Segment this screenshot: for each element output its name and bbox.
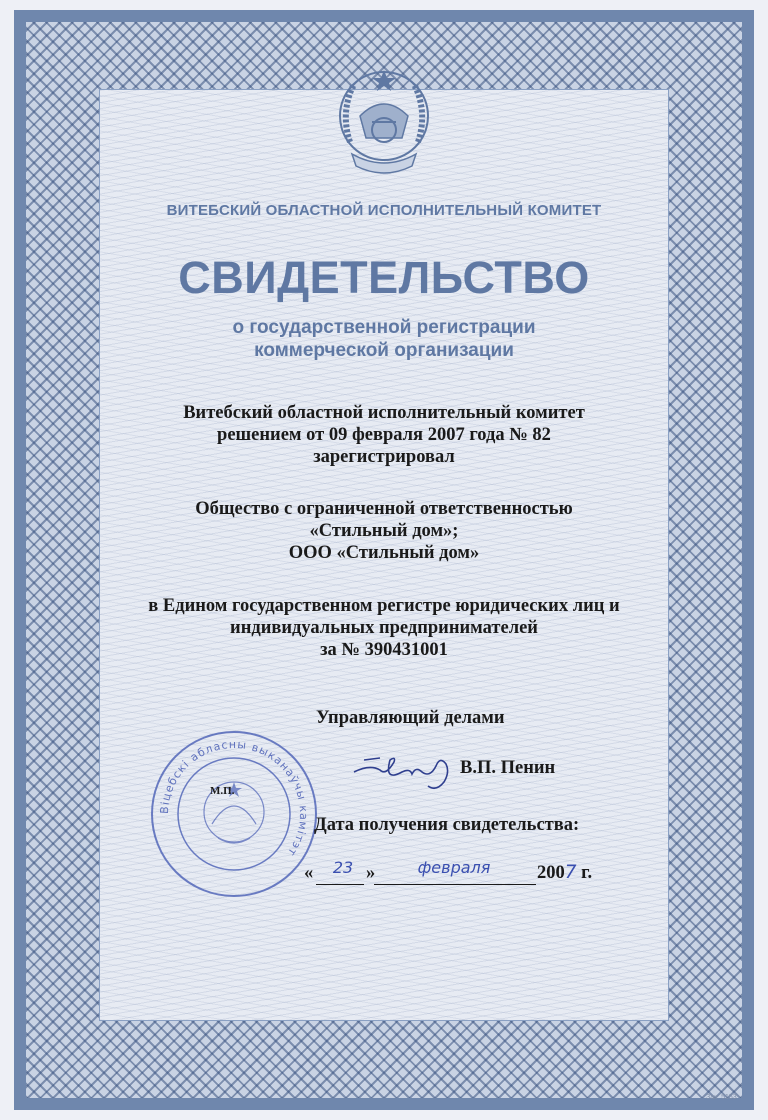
stamp-ring-text: Віцебскі абласны выканаўчы камітэт: [157, 737, 311, 859]
company-name-paragraph: [0, 498, 768, 564]
manager-label: Управляющий делами: [316, 708, 505, 728]
year-digit: 7: [564, 862, 577, 883]
document-title: СВИДЕТЕЛЬСТВО: [178, 252, 590, 303]
open-quote: «: [304, 863, 314, 883]
year-prefix: 200: [537, 863, 565, 883]
text-line: в Едином государственном регистре юридических лиц и: [148, 596, 620, 616]
text-line: Общество с ограниченной ответственностью: [195, 499, 573, 519]
date-day: 23: [332, 858, 354, 877]
register-paragraph: [0, 595, 768, 661]
year-suffix: г.: [576, 863, 593, 883]
text-line: решением от 09 февраля 2007 года № 82: [217, 425, 551, 445]
date-label: Дата получения свидетельства:: [314, 815, 580, 835]
subtitle-line: о государственной регистрации: [232, 317, 536, 338]
state-emblem-icon: [330, 62, 438, 180]
document-subtitle: [0, 316, 768, 362]
subtitle-line: коммерческой организации: [254, 340, 514, 361]
date-month: февраля: [417, 858, 491, 877]
text-line: Витебский областной исполнительный комитет: [183, 403, 585, 423]
stamp-mp-label: М.П.: [210, 785, 235, 797]
text-line: «Стильный дом»;: [309, 521, 459, 541]
close-quote: »: [366, 863, 376, 883]
date-year: [537, 862, 592, 884]
registration-paragraph: [0, 402, 768, 468]
month-underline: [374, 884, 536, 885]
text-line: ООО «Стильный дом»: [288, 543, 480, 563]
issuer-header: ВИТЕБСКИЙ ОБЛАСТНОЙ ИСПОЛНИТЕЛЬНЫЙ КОМИТЕТ: [166, 202, 602, 219]
text-line: индивидуальных предпринимателей: [230, 618, 538, 638]
text-line: зарегистрировал: [313, 447, 455, 467]
print-code: Зак. 5153: [706, 1094, 737, 1101]
day-underline: [316, 884, 364, 885]
signature-mark: [350, 742, 460, 794]
text-line: за № 390431001: [320, 640, 448, 660]
official-stamp: [148, 728, 320, 900]
signer-name: В.П. Пенин: [460, 758, 556, 778]
